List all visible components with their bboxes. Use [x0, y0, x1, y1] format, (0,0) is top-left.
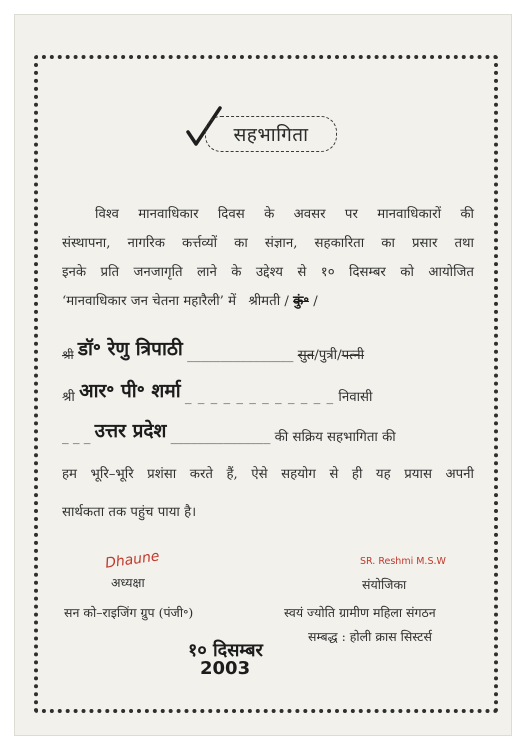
body-line-5 [62, 338, 474, 365]
body-line-6 [62, 380, 474, 407]
title-shrimati: श्रीमती / [248, 294, 289, 309]
body-line-1: विश्व मानवाधिकार दिवस के अवसर पर मानवाधिकारों की [95, 207, 474, 222]
convener-signature: SR. Reshmi M.S.W [360, 556, 446, 567]
body-line-7 [62, 420, 474, 447]
body-line-8: हम भूरि–भूरि प्रशंसा करते हैं, ऐसे सहयोग से ही यह प्रयास अपनी [62, 467, 474, 482]
guardian-name: आर॰ पी॰ शर्मा [79, 380, 181, 402]
fill-line: _______________ [170, 430, 271, 445]
title-kumari-struck: कुं॰ [293, 294, 309, 309]
prefix-shri: श्री [62, 390, 75, 405]
convener-affiliation: सम्बद्ध : होली क्रास सिस्टर्स [308, 629, 432, 644]
president-role: अध्यक्षा [111, 575, 145, 590]
relation-wife-struck: पत्नी [341, 348, 365, 363]
president-signature: Dhaune [104, 548, 161, 572]
participant-name: डॉ॰ रेणु त्रिपाठी [77, 338, 183, 360]
convener-organisation: स्वयं ज्योति ग्रामीण महिला संगठन [284, 605, 436, 620]
body-line-3: इनके प्रति जनजागृति लाने के उद्देश्य से १० दिसम्बर को आयोजित [62, 265, 474, 280]
body-line-9: सार्थकता तक पहुंच पाया है। [62, 505, 197, 520]
fill-line: ________________ [187, 348, 294, 363]
residence-place: उत्तर प्रदेश [94, 420, 167, 442]
body-line-2: संस्थापना, नागरिक कर्त्तव्यों का संज्ञान, सहकारिता का प्रसार तथा [62, 236, 474, 251]
fill-line: _ _ _ _ _ _ _ _ _ _ _ _ [184, 390, 335, 405]
president-organisation: सन को–राइजिंग ग्रुप (पंजी॰) [64, 605, 194, 620]
fill-line: _ _ _ [62, 430, 91, 445]
certificate-title: सहभागिता [233, 124, 309, 146]
prefix-shri-struck: श्री [62, 348, 74, 362]
residence-label: निवासी [338, 390, 373, 405]
rally-name: ‘मानवाधिकार जन चेतना महारैली’ में [62, 294, 237, 309]
relation-daughter: /पुत्री/ [314, 348, 342, 363]
date-year: 2003 [200, 658, 251, 679]
date-day-month: १० दिसम्बर [188, 640, 263, 661]
convener-role: संयोजिका [362, 577, 407, 592]
slash: / [313, 294, 318, 309]
body-line-4 [62, 293, 474, 311]
title-frame [205, 116, 337, 152]
relation-son-struck: सुत [297, 348, 315, 363]
participation-text: की सक्रिय सहभागिता की [274, 430, 396, 445]
